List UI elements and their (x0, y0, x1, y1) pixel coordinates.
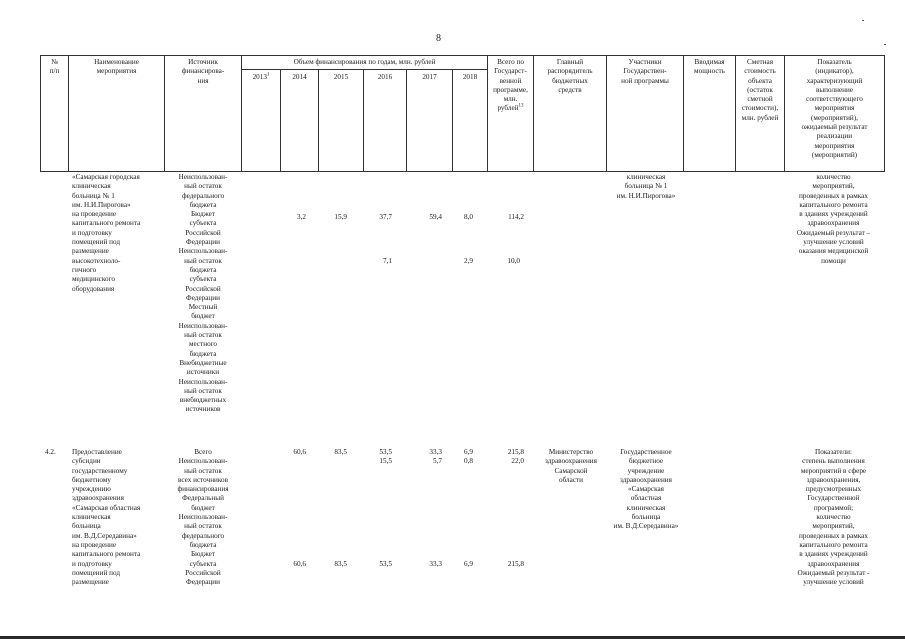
row2-all-2017: 33,3 (429, 448, 442, 456)
scan-speck (884, 44, 886, 45)
years-divider (241, 69, 487, 70)
header-total: Всего по Государст- венной программе, млн. рублей$^{13}$ (493, 58, 528, 113)
header-year-2018: 2018 (462, 73, 478, 81)
header-name: Наименование мероприятия (94, 58, 139, 76)
row2-all-total: 215,8 (507, 448, 524, 456)
row2-unused-2016: 15,5 (379, 457, 392, 465)
header-year-2015: 2015 (333, 73, 349, 81)
row1-unused-2018: 2,9 (464, 257, 473, 265)
scan-speck (862, 20, 864, 21)
row2-unused-2017: 5,7 (433, 457, 442, 465)
row2-all-2016: 53,5 (379, 448, 392, 456)
row1-indicator: количество мероприятий, проведенных в рамках капитального ремонта в зданиях учреждений здравоохранения Ожидаемый результат – улучшение условий оказания медицинской помощи (796, 173, 871, 265)
header-year-2017: 2017 (422, 73, 437, 81)
scan-bottom-edge (0, 636, 905, 639)
row2-num: 4.2. (45, 448, 56, 456)
row2-all-2015: 83,5 (334, 448, 347, 456)
col-border (406, 69, 407, 172)
row1-unused-2016: 7,1 (383, 257, 392, 265)
row2-budget-2015: 83,5 (334, 560, 347, 568)
header-capacity: Вводимая мощность (694, 58, 725, 76)
row1-budget-2018: 8,0 (464, 213, 473, 221)
row1-unused-total: 10,0 (507, 257, 520, 265)
row2-sources: Всего Неиспользован- ный остаток всех источников финансирования Федеральный бюджет Неиспользован- ный остаток федерального бюджета Бюджет субъекта Российской Федерации (177, 448, 229, 587)
page-number: 8 (436, 33, 441, 44)
row2-budget-2016: 53,5 (379, 560, 392, 568)
col-border (318, 69, 319, 172)
row2-main-manager: Министерство здравоохранения Самарской области (545, 448, 597, 484)
header-source: Источник финансирова- ния (181, 58, 225, 85)
col-border (452, 69, 453, 172)
row1-budget-2015: 15,9 (334, 213, 347, 221)
header-volume: Объем финансирования по годам, млн. рублей (293, 58, 436, 66)
row1-budget-2014: 3,2 (297, 213, 306, 221)
header-main-manager: Главный распорядитель бюджетных средств (547, 58, 593, 94)
row2-name: Предоставление субсидии государственному бюджетному учреждению здравоохранения «Самарская областная клиническая больница им. В.Д.Середавина» на проведение капитального ремонта и подготовку помещений под размещение (72, 448, 141, 587)
header-year-2014: 2014 (292, 73, 307, 81)
row2-all-2014: 60,6 (293, 448, 306, 456)
header-estimate: Сметная стоимость объекта (остаток сметной стоимости), млн. рублей (741, 58, 779, 122)
header-bottom-border (40, 171, 885, 172)
header-indicator: Показатель (индикатор), характеризующий выполнение соответствующего мероприятия (мероприятий), ожидаемый результат реализации мероприятия (мероприятий) (801, 58, 868, 159)
row2-budget-2017: 33,3 (429, 560, 442, 568)
row1-budget-2016: 37,7 (379, 213, 392, 221)
row2-budget-2014: 60,6 (293, 560, 306, 568)
header-participants: Участники Государствен- ной программы (621, 58, 669, 85)
row2-budget-total: 215,8 (507, 560, 524, 568)
row1-participants: клиническая больница № 1 им. Н.И.Пирогова» (616, 173, 676, 200)
row2-indicator: Показатели: степень выполнения мероприятий в сфере здравоохранения, предусмотренных Государственной программой; количество мероприятий, проведенных в рамках капитального ремонта в зданиях учреждений здравоохранения Ожидаемый результат - улучшение условий (797, 448, 870, 587)
header-num: № п/п (49, 58, 60, 76)
row1-budget-2017: 59,4 (429, 213, 442, 221)
row1-name: «Самарская городская клиническая больница № 1 им. Н.И.Пирогова» на проведение капитального ремонта и подготовку помещений под размещение высокотехноло- гичного медицинского оборудования (72, 173, 141, 293)
row1-budget-total: 114,2 (508, 213, 524, 221)
col-border (363, 69, 364, 172)
row1-sources: Неиспользован- ный остаток федерального бюджета Бюджет субъекта Российской Федерации Неиспользован- ный остаток бюджета субъекта Российской Федерации Местный бюджет Неиспользован- ный остаток местного бюджета Внебюджетные источники Неиспользован- ный остаток внебюджетных источников (178, 173, 228, 414)
row2-unused-2018: 0,8 (464, 457, 473, 465)
header-year-2016: 2016 (377, 73, 393, 81)
table-top-border (40, 55, 885, 56)
row2-unused-total: 22,0 (511, 457, 524, 465)
row2-all-2018: 6,9 (464, 448, 473, 456)
col-border (280, 69, 281, 172)
header-year-2013: 2013$^1$ (252, 72, 270, 81)
row2-participants: Государственное бюджетное учреждение здравоохранения «Самарская областная клиническая больница им. В.Д.Середавина» (613, 448, 679, 531)
row2-budget-2018: 6,9 (464, 560, 473, 568)
col-border (884, 55, 885, 172)
